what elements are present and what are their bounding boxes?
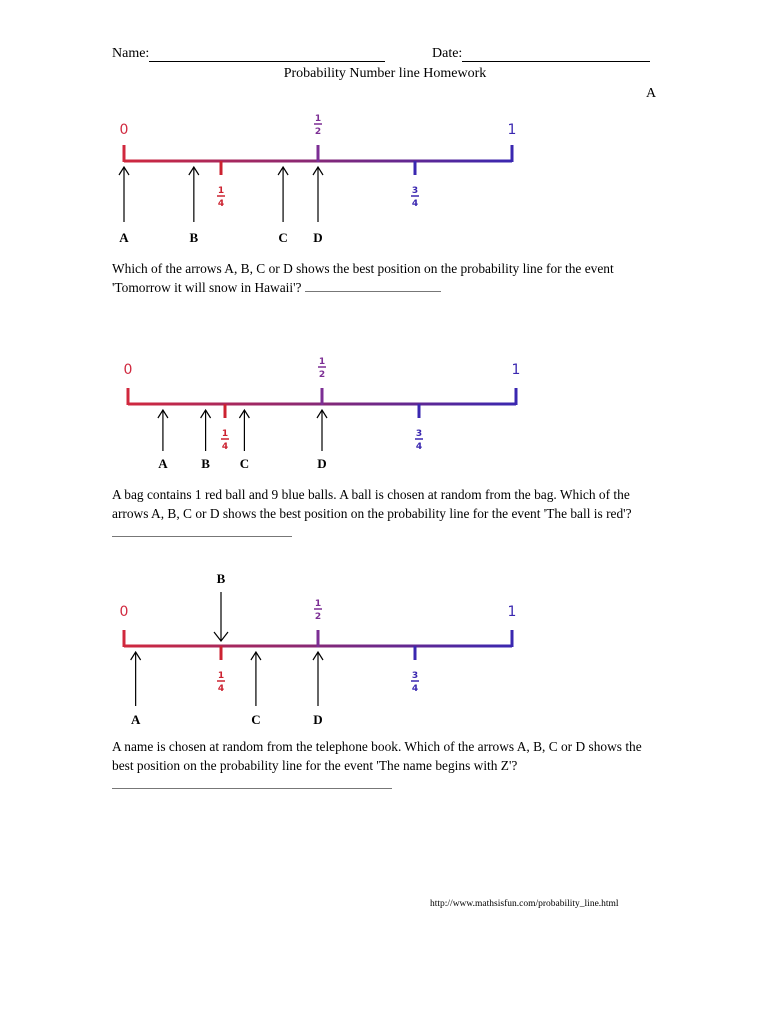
question-2-answer-blank[interactable] <box>112 524 292 537</box>
arrow-d-label: D <box>317 456 327 471</box>
arrow-c-label: C <box>251 712 261 727</box>
arrow-c <box>239 410 249 471</box>
question-3-prompt: A name is chosen at random from the telephone book. Which of the arrows A, B, C or D shows the best position on the probability line for the event 'The name begins with Z'? <box>112 739 642 773</box>
label-zero: 0 <box>119 122 129 138</box>
label-one: 1 <box>511 362 521 378</box>
question-2-prompt: A bag contains 1 red ball and 9 blue balls. A ball is chosen at random from the bag. Which of the arrows A, B, C or D shows the best position on the probability line for the event 'The ball is red'? <box>112 487 632 521</box>
arrow-a <box>158 410 168 471</box>
name-label: Name: <box>112 46 150 61</box>
label-half-numerator: 1 <box>314 599 322 609</box>
label-half-denominator: 2 <box>314 612 322 622</box>
label-three-quarters-denominator: 4 <box>411 199 419 209</box>
label-three-quarters-denominator: 4 <box>411 684 419 694</box>
arrow-a <box>131 652 141 727</box>
label-quarter <box>217 671 225 694</box>
label-three-quarters-numerator: 3 <box>411 186 419 196</box>
arrow-a-label: A <box>119 230 129 245</box>
label-three-quarters <box>411 671 419 694</box>
source-url[interactable]: http://www.mathsisfun.com/probability_line.html <box>430 899 619 909</box>
label-quarter-numerator: 1 <box>221 429 229 439</box>
arrow-a-label: A <box>130 712 141 727</box>
date-label: Date: <box>432 46 463 61</box>
page-title: Probability Number line Homework <box>283 66 487 81</box>
label-three-quarters-numerator: 3 <box>411 671 419 681</box>
label-half <box>318 357 326 380</box>
arrow-b-label: B <box>189 230 199 245</box>
label-three-quarters-denominator: 4 <box>415 442 423 452</box>
label-quarter-numerator: 1 <box>217 186 225 196</box>
label-quarter-denominator: 4 <box>217 684 225 694</box>
arrow-a-label: A <box>158 456 168 471</box>
arrow-c-label: C <box>239 456 250 471</box>
label-half-denominator: 2 <box>314 127 322 137</box>
label-zero: 0 <box>119 604 129 620</box>
label-three-quarters-numerator: 3 <box>415 429 423 439</box>
arrow-b-label: B <box>201 456 210 471</box>
question-1-answer-blank[interactable] <box>305 279 441 292</box>
arrow-d-label: D <box>313 230 323 245</box>
label-quarter-denominator: 4 <box>217 199 225 209</box>
question-1-prompt: Which of the arrows A, B, C or D shows the best position on the probability line for the event 'Tomorrow it will snow in Hawaii'? <box>112 261 614 295</box>
label-one: 1 <box>507 122 517 138</box>
label-zero: 0 <box>123 362 133 378</box>
label-half-numerator: 1 <box>318 357 326 367</box>
label-three-quarters <box>415 429 423 452</box>
question-1-text <box>112 259 660 297</box>
arrow-b <box>214 571 228 641</box>
label-quarter-denominator: 4 <box>221 442 229 452</box>
arrow-b <box>201 410 211 471</box>
arrow-d-label: D <box>313 712 323 727</box>
arrow-c-label: C <box>278 230 288 245</box>
arrow-d <box>313 652 323 727</box>
label-half-numerator: 1 <box>314 114 322 124</box>
label-half <box>314 599 322 622</box>
arrow-c <box>251 652 261 727</box>
label-quarter-numerator: 1 <box>217 671 225 681</box>
question-3-answer-blank[interactable] <box>112 776 392 789</box>
question-3-text <box>112 737 660 794</box>
version-letter: A <box>646 86 657 101</box>
arrow-d <box>317 410 327 471</box>
label-quarter <box>221 429 229 452</box>
arrow-b-label: B <box>216 571 226 586</box>
label-half-denominator: 2 <box>318 370 326 380</box>
label-one: 1 <box>507 604 517 620</box>
question-2-text <box>112 485 660 542</box>
